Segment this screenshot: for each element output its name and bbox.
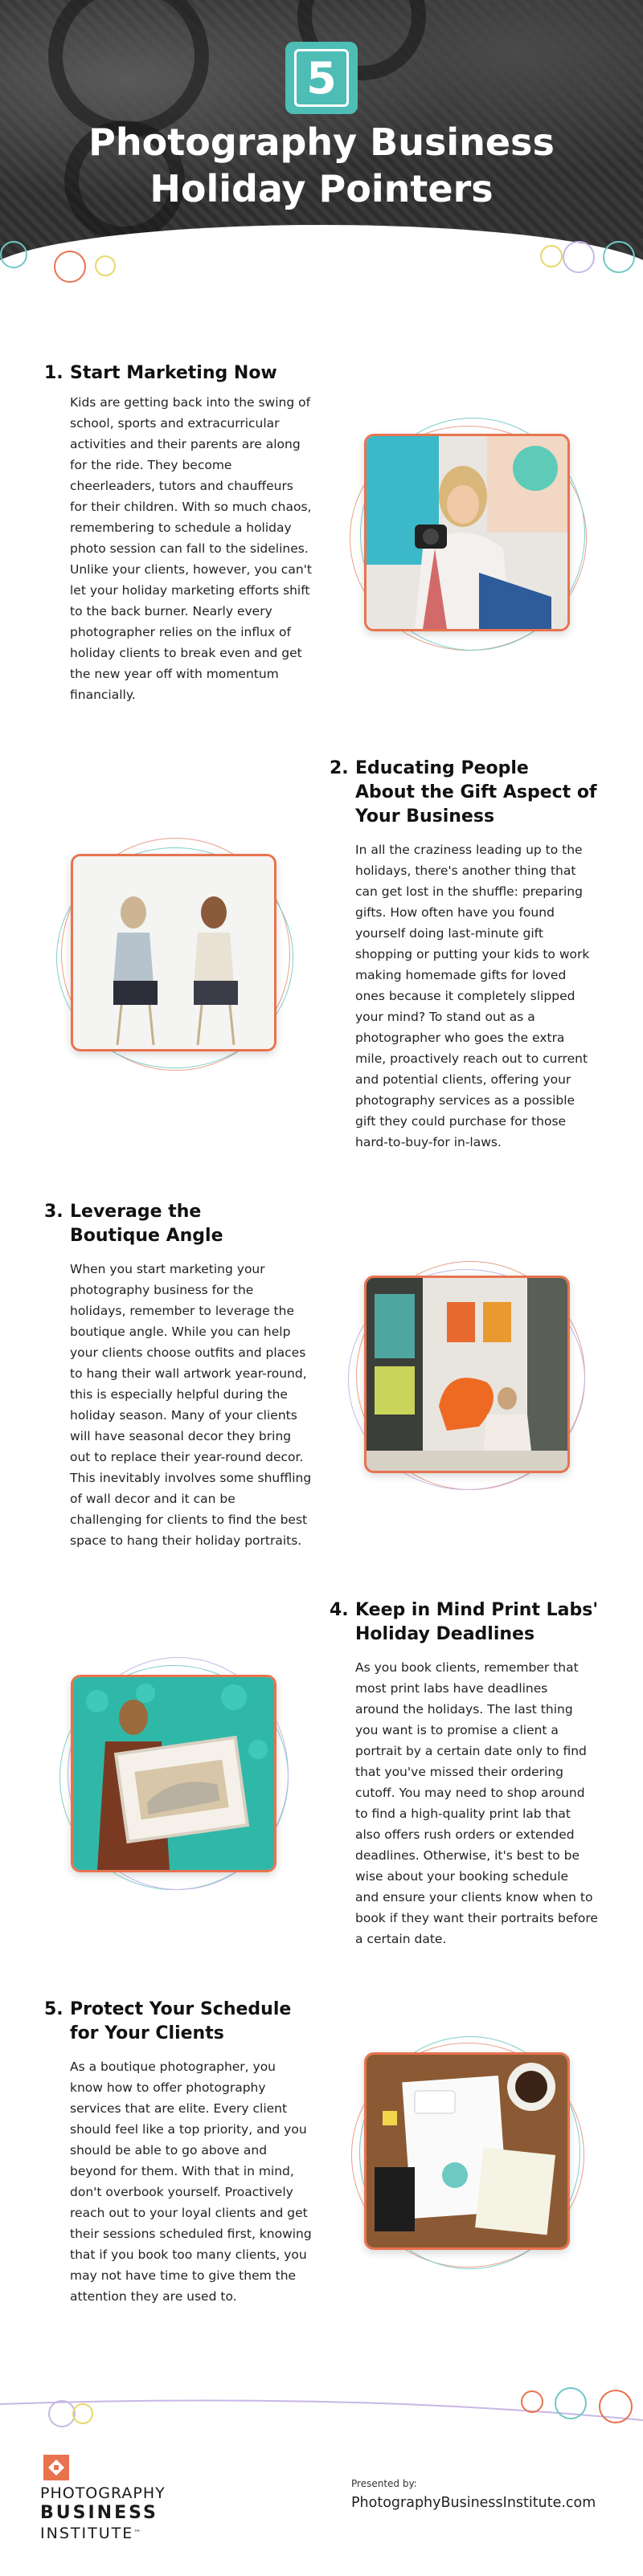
logo-icon [40,2451,72,2484]
body-line: your mind? To stand out as a [355,1010,535,1024]
body-line: making homemade gifts for loved [355,968,567,982]
body-line: most print labs have deadlines [355,1681,548,1696]
body-line: also offers rush orders or extended [355,1827,575,1842]
decor-ring [48,2400,76,2427]
body-line: holiday clients to break even and get [70,646,302,660]
body-line: yourself doing last-minute gift [355,926,543,941]
two-women-on-stools-photo [71,854,276,1051]
body-line: space to hang their holiday portraits. [70,1533,302,1548]
body-line: attention they are used to. [70,2289,237,2304]
photo-illustration [367,436,567,629]
body-line: cheerleaders, tutors and chauffeurs [70,479,293,493]
body-line: reach out to your loyal clients and get [70,2206,308,2220]
woman-on-orange-chair-photo [364,1276,570,1473]
body-line: for the ride. They become [70,458,232,472]
body-line: let your holiday marketing efforts shift [70,583,310,598]
body-line: of wall decor and it can be [70,1492,235,1506]
camera-lens-decor [48,0,209,137]
body-line: to find a high-quality print lab that [355,1806,571,1821]
body-line: and potential clients, offering your [355,1072,571,1087]
body-line: their sessions scheduled first, knowing [70,2227,312,2241]
body-line: photography services as a possible [355,1093,575,1108]
photo-illustration [73,856,274,1049]
section-2-photo [71,854,280,1055]
section-4-title [355,1598,598,1647]
body-line: financially. [70,688,136,702]
body-line: will have seasonal decor they bring [70,1429,292,1443]
header-banner [0,0,643,265]
body-line: you want is to promise a client a [355,1723,559,1737]
body-line: this is especially helpful during the [70,1387,288,1402]
section-3-heading [44,1200,223,1248]
body-line: portrait by a certain date only to find [355,1744,587,1758]
title-line: Holiday Deadlines [355,1624,535,1644]
title-line-2: Holiday Pointers [149,167,494,210]
photo-illustration [367,2055,567,2247]
title-line: Your Business [355,806,495,827]
body-line: boutique angle. While you can help [70,1325,291,1339]
section-4-photo [71,1675,280,1876]
body-line: should be able to go above and [70,2143,268,2158]
section-1-heading [44,361,277,386]
woman-holding-framed-print-photo [71,1675,276,1872]
body-line: out to replace their year-round decor. [70,1450,304,1464]
section-2-heading [330,757,597,829]
title-line: Boutique Angle [70,1226,223,1246]
decor-ring [599,2390,633,2423]
section-5-photo [364,2052,573,2253]
photo-illustration [367,1278,567,1471]
section-1-title: Start Marketing Now [70,363,277,383]
body-line: cutoff. You may need to shop around [355,1786,585,1800]
decor-ring [72,2403,93,2424]
section-1-body [70,392,327,705]
body-line: photographer relies on the influx of [70,625,291,639]
body-line: photography business for the [70,1283,254,1297]
body-line: challenging for clients to find the best [70,1513,308,1527]
presented-by-label: Presented by: [351,2478,417,2489]
body-line: deadlines. Otherwise, it's best to be [355,1848,580,1863]
title-line-1: Photography Business [88,120,555,164]
title-line: About the Gift Aspect of [355,782,597,802]
body-line: around the holidays. The last thing [355,1702,573,1717]
section-4-body [355,1657,629,1949]
logo-line-3-text: INSTITUTE [40,2525,134,2542]
body-line: Unlike your clients, however, you can't [70,562,312,577]
body-line: This inevitably involves some shuffling [70,1471,312,1485]
logo-mark-shape [40,2451,72,2484]
section-4-number: 4. [330,1600,349,1620]
title-line: Protect Your Schedule [70,1999,292,2019]
body-line: As you book clients, remember that [355,1660,579,1675]
body-line: school, sports and extracurricular [70,416,280,431]
body-line: mile, proactively reach out to current [355,1051,588,1066]
decor-ring [555,2387,587,2419]
body-line: gifts. How often have you found [355,905,555,920]
body-line: can get lost in the shuffle: preparing [355,884,583,899]
body-line: beyond for them. With that in mind, [70,2164,294,2178]
title-line: for Your Clients [70,2023,224,2043]
body-line: don't overbook yourself. Proactively [70,2185,293,2199]
section-5-title [70,1998,291,2046]
body-line: that if you book too many clients, you [70,2247,307,2262]
body-line: and ensure your clients know when to [355,1890,593,1904]
section-3-body [70,1259,335,1551]
body-line: holidays, remember to leverage the [70,1304,294,1318]
body-line: As a boutique photographer, you [70,2060,276,2074]
body-line: remembering to schedule a holiday [70,521,292,535]
body-line: ones because it completely slipped [355,989,575,1003]
section-1-number: 1. [44,363,63,383]
body-line: hard-to-buy-for in-laws. [355,1135,502,1149]
title-line: Educating People [355,758,529,778]
body-line: In all the craziness leading up to the [355,843,583,857]
body-line: shopping or putting your kids to work [355,947,590,961]
logo-line-2: BUSINESS [40,2503,158,2523]
footer-wave-line [0,2392,643,2424]
section-3-photo [364,1276,573,1476]
body-line: activities and their parents are along [70,437,301,451]
body-line: When you start marketing your [70,1262,265,1276]
body-line: know how to offer photography [70,2080,266,2095]
title-line: Keep in Mind Print Labs' [355,1600,599,1620]
badge-number: 5 [294,49,349,107]
woman-holding-camera-photo [364,434,570,631]
body-line: Kids are getting back into the swing of [70,395,311,410]
page-title [48,119,595,212]
body-line: that you've missed their ordering [355,1765,563,1779]
photo-illustration [73,1677,274,1870]
logo-trademark: ™ [133,2529,143,2537]
body-line: the new year off with momentum [70,667,279,681]
body-line: may not have time to give them the [70,2268,297,2283]
body-line: should feel like a top priority, and you [70,2122,307,2137]
body-line: to hang their wall artwork year-round, [70,1366,307,1381]
website-link[interactable]: PhotographyBusinessInstitute.com [351,2495,596,2511]
title-line: Leverage the [70,1202,202,1222]
body-line: book if they want their portraits before [355,1911,598,1925]
body-line: holidays, there's another thing that [355,863,576,878]
decor-ring [563,241,595,273]
body-line: gift they could purchase for those [355,1114,567,1129]
section-2-number: 2. [330,758,349,778]
body-line: photo session can fall to the sidelines. [70,541,309,556]
decor-ring [0,241,27,268]
decor-ring [95,255,116,276]
body-line: photographer who goes the extra [355,1031,565,1045]
body-line: for their children. With so much chaos, [70,500,312,514]
body-line: wise about your booking schedule [355,1869,569,1884]
desk-flatlay-photo [364,2052,570,2250]
logo-line-3 [40,2524,166,2543]
decor-ring [540,245,563,267]
section-1-photo [364,434,573,635]
body-line: holiday season. Many of your clients [70,1408,297,1423]
decor-ring [521,2390,543,2413]
section-4-heading [330,1598,598,1647]
section-5-number: 5. [44,1999,63,2019]
body-line: services that are elite. Every client [70,2101,288,2116]
logo-line-1: PHOTOGRAPHY [40,2484,166,2502]
section-2-title [355,757,597,829]
body-line: your clients choose outfits and places [70,1345,306,1360]
decor-ring [54,251,86,283]
body-line: a certain date. [355,1932,447,1946]
section-5-body [70,2056,343,2307]
section-5-heading [44,1998,291,2046]
section-3-number: 3. [44,1202,63,1222]
decor-ring [603,241,635,273]
logo-wordmark [40,2484,166,2543]
section-3-title [70,1200,223,1248]
body-line: to the back burner. Nearly every [70,604,272,618]
number-badge [285,42,358,114]
section-2-body [355,839,620,1153]
